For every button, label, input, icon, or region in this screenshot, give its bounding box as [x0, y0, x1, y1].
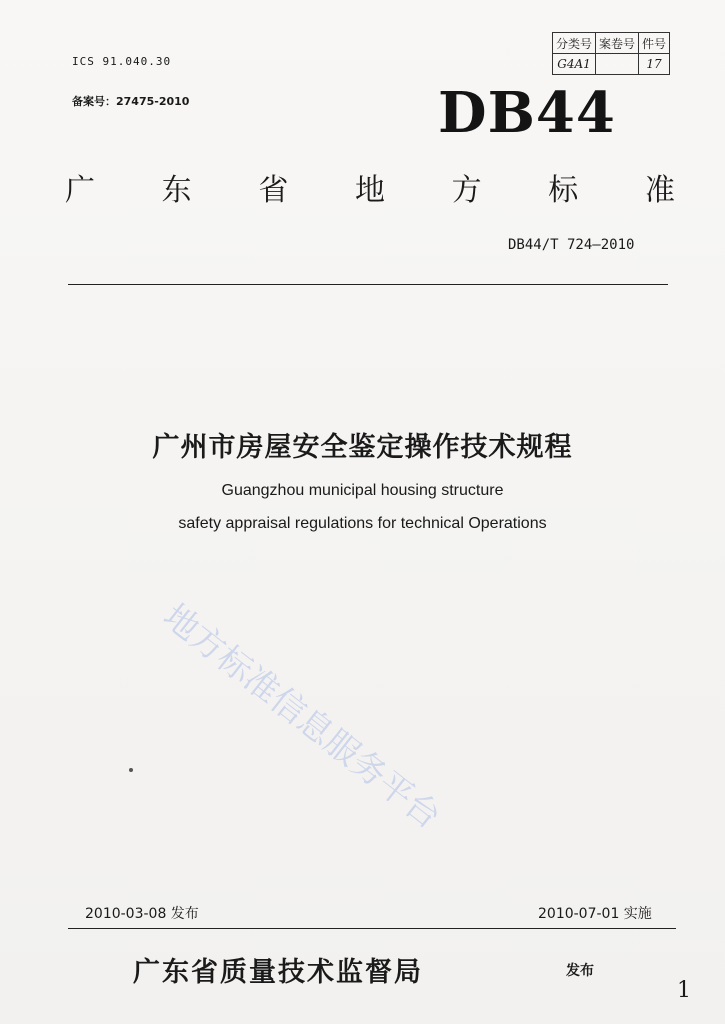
standard-type-char: 东	[161, 173, 192, 208]
record-number: 备案号：27475-2010	[72, 95, 190, 108]
page-number: 1	[677, 978, 691, 1003]
issuer-name: 广东省质量技术监督局	[133, 957, 423, 988]
watermark: 地方标准信息服务平台	[155, 596, 448, 838]
class-header-item: 件号	[639, 33, 670, 54]
standard-type-char: 方	[451, 173, 482, 208]
class-value-item: 17	[639, 54, 670, 75]
standard-type-char: 广	[65, 173, 95, 208]
title-english-line1: Guangzhou municipal housing structure	[221, 482, 504, 499]
bottom-divider	[68, 928, 676, 929]
scan-speck	[129, 768, 133, 772]
class-value-category: G4A1	[553, 54, 596, 75]
classification-value-row	[553, 54, 670, 75]
top-divider	[68, 284, 668, 285]
issuer-suffix: 发布	[566, 963, 594, 979]
class-value-file	[596, 54, 639, 75]
standard-type	[65, 165, 675, 209]
ics-code: ICS 91.040.30	[72, 55, 172, 68]
standard-type-char: 准	[644, 173, 675, 208]
classification-header-row	[553, 33, 670, 54]
implementation-date: 2010-07-01 实施	[538, 906, 652, 922]
title-chinese: 广州市房屋安全鉴定操作技术规程	[152, 432, 573, 463]
issue-date: 2010-03-08 发布	[85, 906, 199, 922]
class-header-category: 分类号	[553, 33, 596, 54]
classification-table	[552, 32, 670, 75]
standard-type-char: 省	[258, 173, 289, 208]
title-english-line2: safety appraisal regulations for technical Operations	[178, 515, 547, 532]
standard-number: DB44/T 724—2010	[508, 237, 635, 253]
standard-type-char: 地	[354, 173, 385, 208]
db-code-title: DB44	[438, 80, 616, 146]
class-header-file: 案卷号	[596, 33, 639, 54]
standard-type-char: 标	[548, 173, 579, 208]
